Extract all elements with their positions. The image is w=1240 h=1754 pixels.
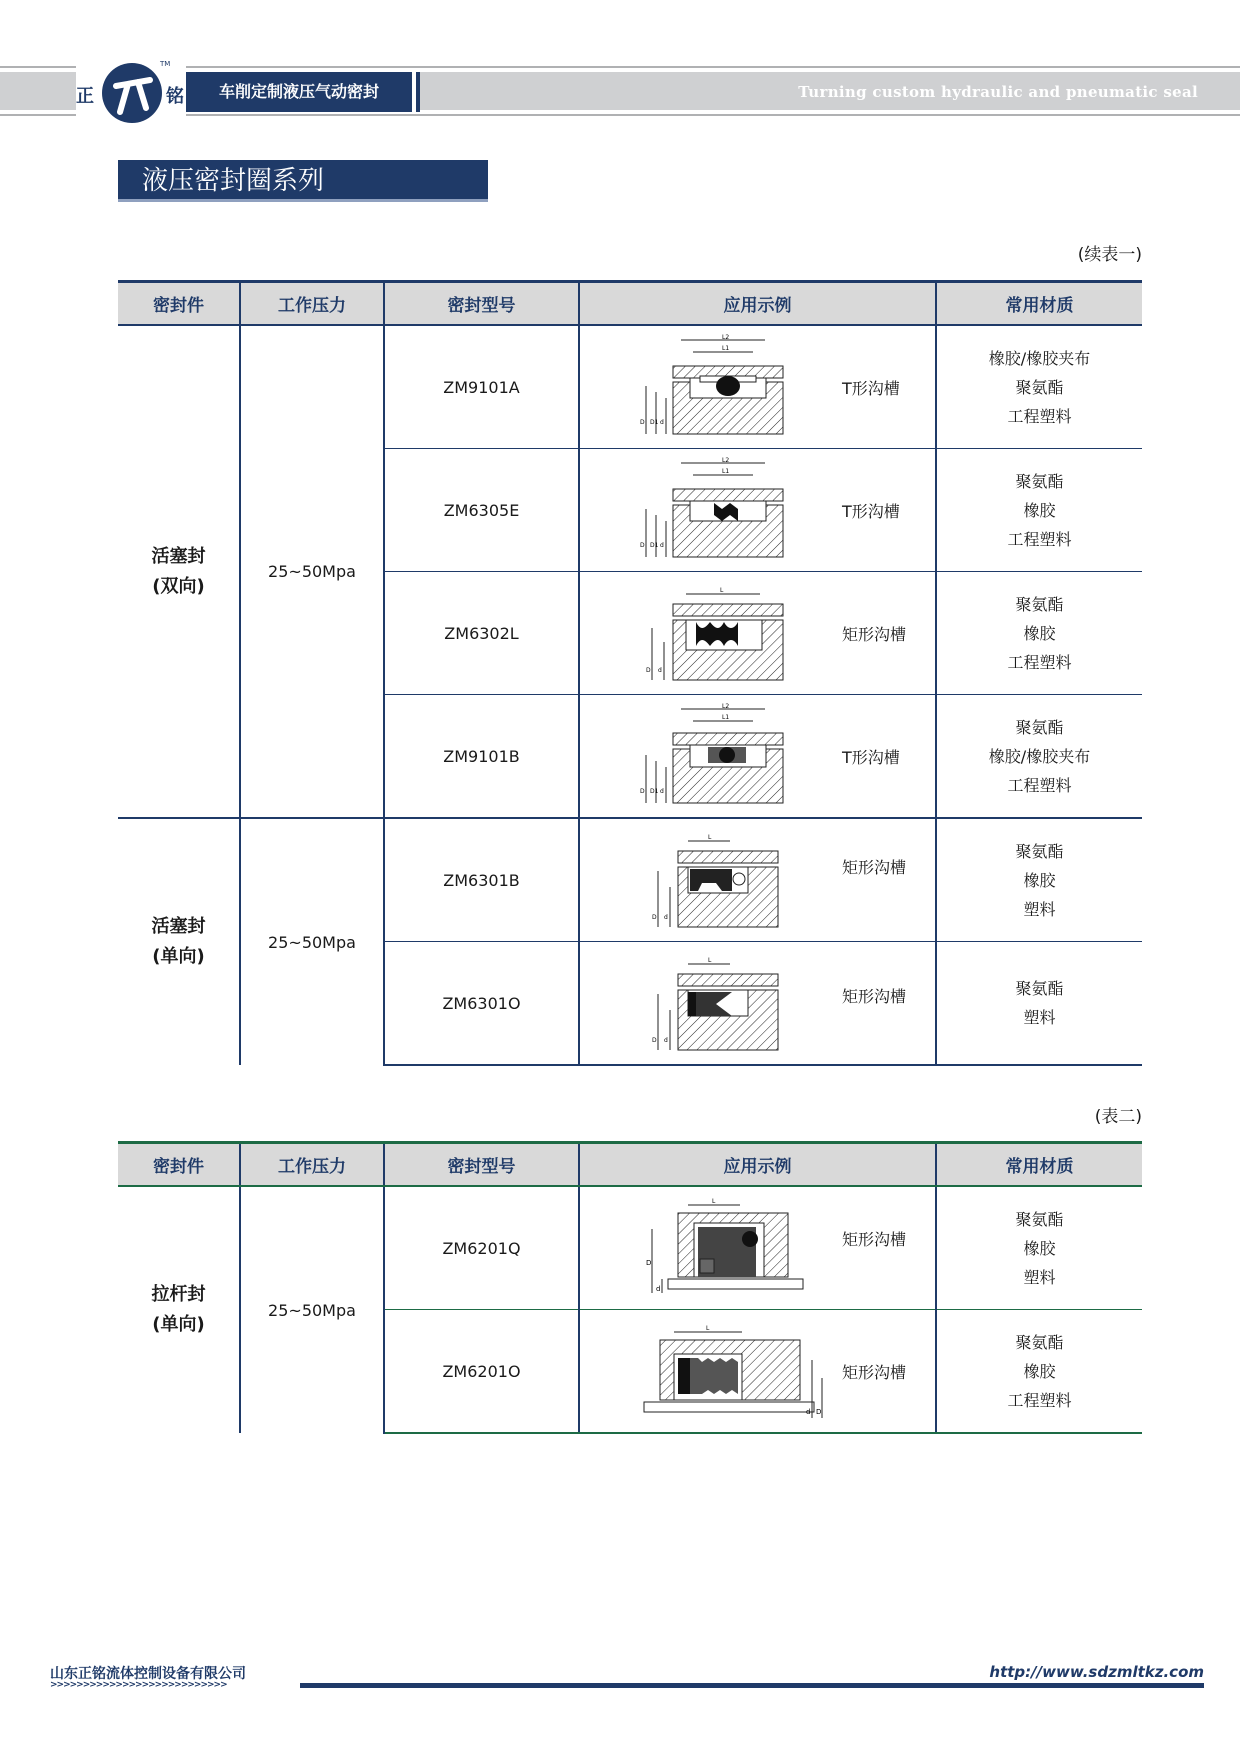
svg-text:D: D — [652, 1037, 657, 1044]
groove-type: T形沟槽 — [842, 748, 900, 767]
col-header-example: 应用示例 — [579, 1143, 936, 1187]
svg-text:D1: D1 — [650, 542, 659, 549]
material-item: 橡胶 — [1023, 870, 1056, 890]
material-item: 聚氨酯 — [1015, 841, 1064, 861]
svg-text:L: L — [706, 1325, 710, 1332]
category-name: 拉杆封 — [151, 1284, 206, 1305]
material-item: 工程塑料 — [1007, 1390, 1072, 1410]
svg-text:L: L — [712, 1198, 716, 1205]
groove-type: T形沟槽 — [842, 502, 900, 521]
col-header-example: 应用示例 — [579, 282, 936, 326]
category-direction: (单向) — [152, 946, 205, 967]
material-cell — [936, 695, 1142, 819]
model-cell: ZM9101A — [384, 325, 579, 449]
model-cell: ZM6201Q — [384, 1186, 579, 1310]
material-cell — [936, 449, 1142, 572]
footer-company: 山东正铭流体控制设备有限公司 — [50, 1666, 246, 1682]
material-item: 聚氨酯 — [1015, 1209, 1064, 1229]
material-item: 橡胶 — [1023, 1238, 1056, 1258]
svg-text:L1: L1 — [722, 468, 730, 475]
table-row — [118, 818, 1142, 942]
material-cell — [936, 1186, 1142, 1310]
groove-type: 矩形沟槽 — [842, 858, 907, 877]
svg-text:D: D — [652, 914, 657, 921]
svg-text:d: d — [664, 1037, 668, 1044]
table-row — [118, 1186, 1142, 1310]
material-item: 工程塑料 — [1007, 529, 1072, 549]
header-tagline-cn: 车削定制液压气动密封 — [186, 72, 416, 112]
seal-diagram-t-groove — [638, 334, 798, 439]
category-cell — [118, 1186, 240, 1433]
seal-diagram-t-groove — [638, 703, 798, 808]
category-direction: (双向) — [152, 575, 205, 597]
example-cell — [579, 818, 936, 942]
groove-type: 矩形沟槽 — [842, 1363, 907, 1382]
footer-arrows: >>>>>>>>>>>>>>>>>>>>>>>>>>> — [50, 1680, 227, 1690]
svg-text:L2: L2 — [722, 334, 730, 341]
header-tagline-en: Turning custom hydraulic and pneumatic seal — [798, 83, 1198, 101]
col-header-model: 密封型号 — [384, 282, 579, 326]
svg-text:D: D — [816, 1408, 822, 1416]
svg-text:L: L — [720, 587, 724, 594]
svg-text:d: d — [658, 667, 662, 674]
material-item: 工程塑料 — [1007, 652, 1072, 672]
example-cell — [579, 449, 936, 572]
example-cell — [579, 325, 936, 449]
material-cell — [936, 572, 1142, 695]
svg-text:L1: L1 — [722, 714, 730, 721]
material-item: 塑料 — [1023, 1267, 1056, 1287]
material-item: 塑料 — [1023, 1008, 1056, 1027]
seal-diagram-t-groove — [638, 457, 798, 562]
table1-caption: (续表一) — [1077, 245, 1142, 265]
seal-diagram-rect-groove — [638, 950, 798, 1055]
svg-text:D: D — [640, 542, 645, 549]
svg-text:d: d — [660, 542, 664, 549]
svg-text:D: D — [646, 667, 651, 674]
col-header-pressure: 工作压力 — [240, 1143, 384, 1187]
material-item: 聚氨酯 — [1015, 594, 1064, 614]
groove-type: 矩形沟槽 — [842, 625, 907, 644]
example-cell — [579, 942, 936, 1066]
table-header-row — [118, 282, 1142, 326]
material-item: 聚氨酯 — [1015, 471, 1064, 491]
material-item: 聚氨酯 — [1015, 377, 1064, 397]
trademark-mark: TM — [160, 60, 171, 68]
example-cell — [579, 1310, 936, 1434]
seal-diagram-rod-seal — [638, 1195, 808, 1300]
seal-diagram-rect-groove — [638, 580, 798, 685]
material-item: 聚氨酯 — [1015, 717, 1064, 737]
svg-text:d: d — [664, 914, 668, 921]
category-name: 活塞封 — [151, 545, 206, 567]
category-direction: (单向) — [152, 1314, 205, 1335]
table-header-row — [118, 1143, 1142, 1187]
groove-type: 矩形沟槽 — [842, 1230, 907, 1249]
model-cell: ZM6301B — [384, 818, 579, 942]
category-cell — [118, 325, 240, 818]
svg-text:D1: D1 — [650, 788, 659, 795]
category-name: 活塞封 — [151, 916, 206, 937]
footer-url-link[interactable]: http://www.sdzmltkz.com — [989, 1663, 1204, 1681]
table2-caption: (表二) — [1094, 1107, 1142, 1127]
svg-text:d: d — [806, 1408, 811, 1416]
section-title: 液压密封圈系列 — [118, 160, 488, 202]
model-cell: ZM9101B — [384, 695, 579, 819]
seal-diagram-rect-groove — [638, 827, 798, 932]
col-header-seal: 密封件 — [118, 282, 240, 326]
material-item: 橡胶 — [1023, 500, 1056, 520]
col-header-material: 常用材质 — [936, 1143, 1142, 1187]
svg-text:D1: D1 — [650, 419, 659, 426]
pressure-cell: 25~50Mpa — [240, 818, 384, 1065]
material-cell — [936, 325, 1142, 449]
col-header-model: 密封型号 — [384, 1143, 579, 1187]
seal-diagram-rod-seal — [638, 1318, 828, 1423]
model-cell: ZM6301O — [384, 942, 579, 1066]
svg-text:D: D — [640, 788, 645, 795]
category-cell — [118, 818, 240, 1065]
groove-type: T形沟槽 — [842, 379, 900, 398]
material-item: 塑料 — [1023, 899, 1056, 919]
example-cell — [579, 695, 936, 819]
material-item: 橡胶/橡胶夹布 — [988, 746, 1091, 766]
material-item: 聚氨酯 — [1015, 979, 1064, 998]
model-cell: ZM6302L — [384, 572, 579, 695]
seal-table-2 — [118, 1141, 1142, 1434]
svg-text:d: d — [660, 419, 664, 426]
material-item: 工程塑料 — [1007, 406, 1072, 426]
svg-text:d: d — [660, 788, 664, 795]
col-header-pressure: 工作压力 — [240, 282, 384, 326]
header-stripe-top — [0, 66, 1240, 68]
pressure-cell: 25~50Mpa — [240, 325, 384, 818]
svg-text:d: d — [656, 1285, 661, 1293]
material-item: 工程塑料 — [1007, 775, 1072, 795]
groove-type: 矩形沟槽 — [842, 987, 907, 1006]
material-cell — [936, 818, 1142, 942]
svg-text:L2: L2 — [722, 457, 730, 464]
header-stripe-bottom — [0, 114, 1240, 116]
material-cell — [936, 1310, 1142, 1434]
svg-text:L1: L1 — [722, 345, 730, 352]
svg-text:D: D — [640, 419, 645, 426]
brand-left-char: 正 — [76, 86, 94, 107]
svg-text:L2: L2 — [722, 703, 730, 710]
example-cell — [579, 572, 936, 695]
col-header-seal: 密封件 — [118, 1143, 240, 1187]
svg-text:L: L — [708, 957, 712, 964]
svg-text:D: D — [646, 1259, 652, 1267]
material-item: 橡胶/橡胶夹布 — [988, 348, 1091, 368]
material-item: 橡胶 — [1023, 623, 1056, 643]
model-cell: ZM6201O — [384, 1310, 579, 1434]
seal-table-1 — [118, 280, 1142, 1066]
svg-text:L: L — [708, 834, 712, 841]
col-header-material: 常用材质 — [936, 282, 1142, 326]
brand-logo — [76, 56, 186, 130]
example-cell — [579, 1186, 936, 1310]
brand-right-char: 铭 — [166, 86, 184, 107]
model-cell: ZM6305E — [384, 449, 579, 572]
material-item: 聚氨酯 — [1015, 1332, 1064, 1352]
table-row — [118, 325, 1142, 449]
material-item: 橡胶 — [1023, 1361, 1056, 1381]
pressure-cell: 25~50Mpa — [240, 1186, 384, 1433]
material-cell — [936, 942, 1142, 1066]
footer-bar — [300, 1683, 1204, 1688]
